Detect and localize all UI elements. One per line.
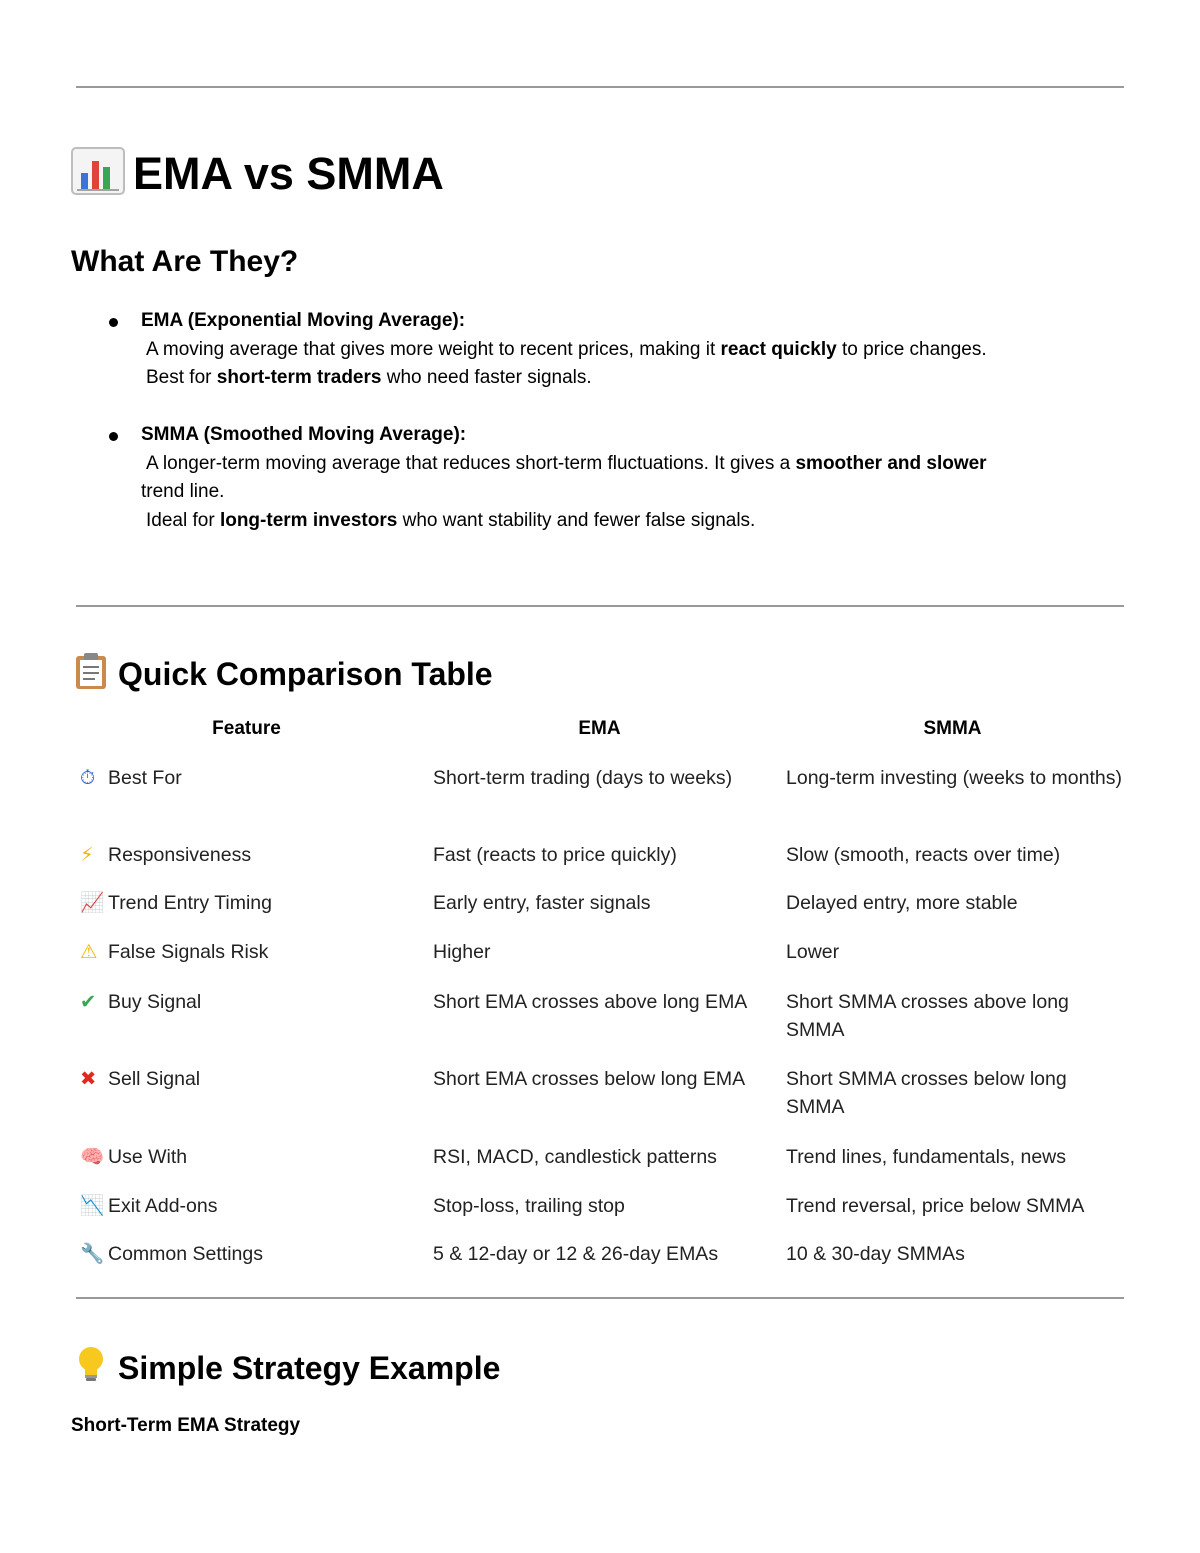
bullet-icon	[109, 318, 118, 327]
column-header-ema: EMA	[578, 718, 621, 739]
section-heading-comparison-text: Quick Comparison Table	[118, 656, 493, 692]
warning-icon: ⚠	[80, 940, 98, 963]
feature-label: Sell Signal	[108, 1068, 201, 1090]
clipboard-icon	[72, 652, 110, 700]
feature-label: Trend Entry Timing	[108, 892, 272, 914]
feature-cell	[80, 1143, 400, 1171]
ema-description-line-1: A moving average that gives more weight to recent prices, making it react quickly to price changes.	[146, 339, 987, 360]
chart-increasing-icon: 📈	[80, 891, 105, 914]
ema-cell: Stop-loss, trailing stop	[433, 1195, 625, 1217]
smma-cell: Trend reversal, price below SMMA	[786, 1195, 1085, 1217]
feature-cell	[80, 938, 400, 966]
feature-label: Common Settings	[108, 1243, 263, 1265]
stopwatch-icon: ⏱	[80, 766, 96, 789]
feature-cell	[80, 1240, 400, 1268]
column-header-smma: SMMA	[923, 718, 982, 739]
feature-label: Responsiveness	[108, 844, 252, 866]
feature-cell	[80, 1192, 400, 1220]
smma-description-line-2: trend line.	[141, 481, 225, 502]
ema-cell: Higher	[433, 941, 491, 963]
bullet-icon	[109, 432, 118, 441]
feature-label: Buy Signal	[108, 991, 202, 1013]
feature-label: Use With	[108, 1146, 188, 1168]
ema-cell: Short EMA crosses below long EMA	[433, 1068, 746, 1090]
ema-cell: Fast (reacts to price quickly)	[433, 844, 677, 866]
ema-term: EMA (Exponential Moving Average):	[141, 310, 466, 331]
bar-chart-icon	[71, 147, 125, 208]
ema-cell: Early entry, faster signals	[433, 892, 651, 914]
feature-label: Best For	[108, 767, 182, 789]
smma-cell: Short SMMA crosses above long SMMA	[786, 991, 1069, 1041]
smma-cell: Trend lines, fundamentals, news	[786, 1146, 1067, 1168]
smma-description-line-3: Ideal for long-term investors who want stability and fewer false signals.	[146, 510, 756, 531]
page-title-text: EMA vs SMMA	[133, 148, 444, 199]
smma-description-line-1: A longer-term moving average that reduces short-term fluctuations. It gives a smoother and slower	[146, 453, 987, 474]
section-heading-strategy-text: Simple Strategy Example	[118, 1350, 501, 1386]
chart-decreasing-icon: 📉	[80, 1194, 105, 1217]
smma-cell: Lower	[786, 941, 840, 963]
smma-cell: Slow (smooth, reacts over time)	[786, 844, 1061, 866]
divider-middle	[76, 605, 1124, 607]
section-heading-strategy	[72, 1344, 500, 1394]
feature-cell	[80, 764, 400, 792]
wrench-icon: 🔧	[80, 1242, 105, 1265]
ema-cell: 5 & 12-day or 12 & 26-day EMAs	[433, 1243, 719, 1265]
section-heading-comparison	[72, 652, 493, 700]
ema-cell: RSI, MACD, candlestick patterns	[433, 1146, 717, 1168]
column-header-feature: Feature	[212, 718, 281, 739]
section-heading-what-are-they: What Are They?	[71, 245, 299, 278]
cross-mark-icon: ✖	[80, 1067, 97, 1090]
feature-label: Exit Add-ons	[108, 1195, 218, 1217]
divider-top	[76, 86, 1124, 88]
feature-cell	[80, 889, 400, 917]
check-mark-icon: ✔	[80, 990, 97, 1013]
ema-cell: Short-term trading (days to weeks)	[433, 767, 733, 789]
smma-cell: Long-term investing (weeks to months)	[786, 767, 1122, 789]
feature-cell	[80, 988, 400, 1016]
feature-label: False Signals Risk	[108, 941, 269, 963]
divider-bottom	[76, 1297, 1124, 1299]
brain-icon: 🧠	[80, 1145, 105, 1168]
page-title	[71, 146, 444, 208]
feature-cell	[80, 841, 400, 869]
smma-cell: Short SMMA crosses below long SMMA	[786, 1068, 1067, 1118]
lightning-icon: ⚡	[80, 843, 94, 866]
smma-cell: 10 & 30-day SMMAs	[786, 1243, 965, 1265]
ema-description-line-2: Best for short-term traders who need faster signals.	[146, 367, 592, 388]
light-bulb-icon	[72, 1344, 110, 1394]
smma-term: SMMA (Smoothed Moving Average):	[141, 424, 467, 445]
ema-cell: Short EMA crosses above long EMA	[433, 991, 748, 1013]
feature-cell	[80, 1065, 400, 1093]
subheading-short-term-ema-strategy: Short-Term EMA Strategy	[71, 1415, 301, 1436]
smma-cell: Delayed entry, more stable	[786, 892, 1018, 914]
